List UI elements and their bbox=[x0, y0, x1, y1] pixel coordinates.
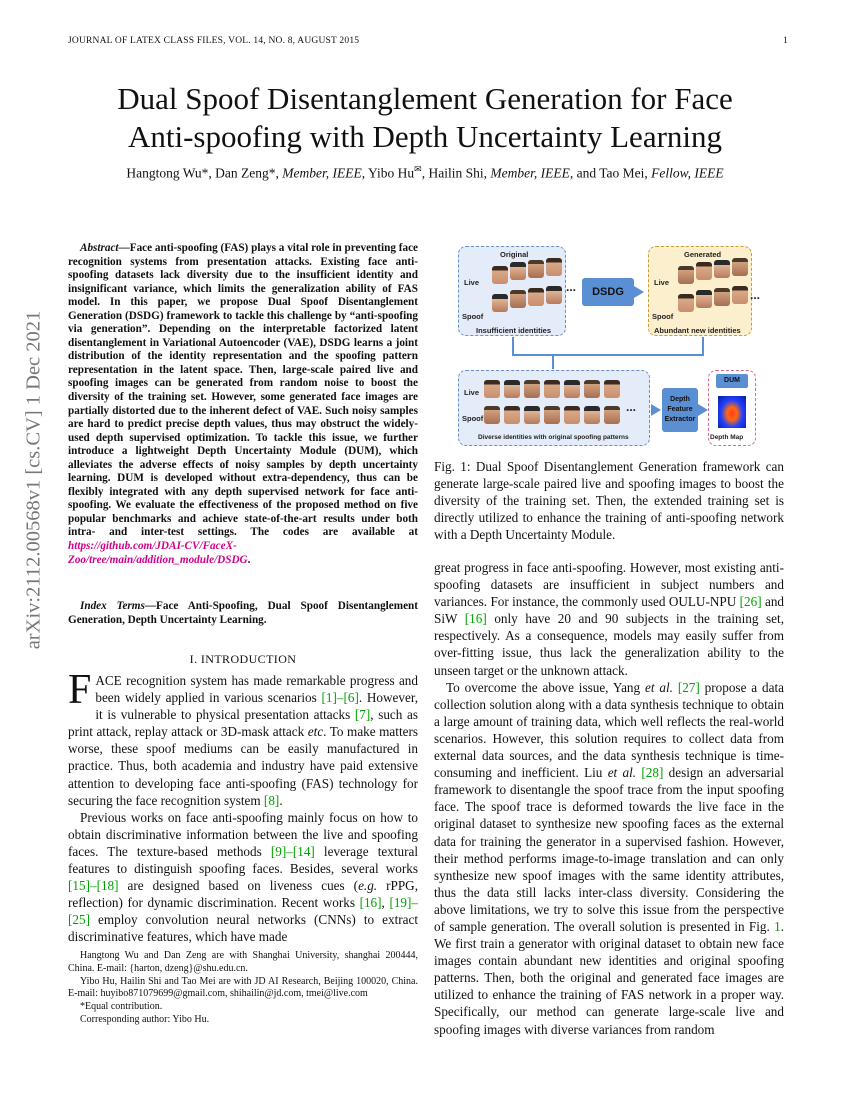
author-1: Hangtong Wu*, Dan Zeng*, bbox=[126, 165, 279, 181]
face-image bbox=[696, 262, 712, 280]
index-terms-text: —Face Anti-Spoofing, Dual Spoof Disentanglement Generation, Depth Uncertainty Learning. bbox=[68, 600, 418, 626]
text-span: et al. bbox=[644, 679, 673, 695]
abstract bbox=[68, 242, 418, 567]
footnote-4: Corresponding author: Yibo Hu. bbox=[80, 1013, 210, 1025]
dum-block: DUM bbox=[716, 374, 748, 388]
figure-1 bbox=[452, 240, 772, 450]
face-image bbox=[524, 380, 540, 398]
text-span: design an adversarial framework to disentangle the spoof trace from the input spoofing face. The spoof trace is deformed towards the live face in the original dataset to synthesize new spoofing faces as the external data for training the generator in a supervised fashion. However, their method performs image-to-image translation and can only synthesize new spoof images with the same identity attributes, thus the data still lacks inter-class diversity. Considering the above limitations, we try to solve this issue from the perspective of sample generation. The overall solution is presented in Fig. bbox=[434, 765, 784, 934]
arrow-right-icon bbox=[651, 404, 661, 416]
face-image bbox=[678, 266, 694, 284]
text-span: , such as print attack, replay attack or 3D-mask attack bbox=[68, 707, 418, 740]
ellipsis: ... bbox=[750, 288, 761, 302]
text-span: . bbox=[279, 792, 283, 808]
face-image bbox=[546, 286, 562, 304]
face-image bbox=[564, 380, 580, 398]
face-image bbox=[484, 406, 500, 424]
face-image bbox=[484, 380, 500, 398]
text-span: great progress in face anti-spoofing. However, most existing anti-spoofing datasets are insufficient in subject numbers and variances. For instance, the commonly used OULU-NPU bbox=[434, 560, 784, 610]
section-title-introduction: I. INTRODUCTION bbox=[189, 652, 297, 666]
abstract-text: —Face anti-spoofing (FAS) plays a vital role in preventing face recognition systems from presentation attacks. Existing face anti-spoofing datasets lack diversity due to the insufficient identity and insignificant variance, which limits the generalization ability of FAS model. In this paper, we propose Dual Spoof Disentanglement Generation (DSDG) framework to tackle this challenge by “anti-spoofing via generation”. Depending on the interpretable factorized latent disentanglement in Variational Autoencoder (VAE), DSDG learns a joint distribution of the identity representation and the spoofing pattern representation in the latent space. Then, large-scale paired live and spoofing images can be generated from random noise to boost the diversity of the training set. However, some generated face images are partially distorted due to the inherent defect of VAE. Such noisy samples are hard to predict precise depth values, thus may obstruct the widely-used depth supervised optimization. To tackle this issue, we further introduce a lightweight Depth Uncertainty Module (DUM), which alleviates the adverse effects of noisy samples by depth uncertainty learning. DUM is developed without extra-dependency, thus can be flexibly integrated with any depth supervised network for face anti-spoofing. We evaluate the effectiveness of the proposed method on five popular benchmarks and achieve state-of-the-art results under both intra- and inter-test settings. The codes are available at bbox=[68, 242, 418, 539]
text-span: . However, it is vulnerable to physical presentation attacks bbox=[95, 690, 419, 723]
citation-link[interactable]: [27] bbox=[677, 679, 700, 695]
spoof-label: Spoof bbox=[462, 414, 484, 423]
live-label: Live bbox=[654, 278, 670, 287]
paper-title bbox=[60, 80, 790, 156]
face-image bbox=[504, 380, 520, 398]
envelope-icon: ✉ bbox=[414, 164, 422, 174]
face-image bbox=[714, 260, 730, 278]
intro-paragraph-1 bbox=[68, 667, 419, 809]
face-image bbox=[732, 286, 748, 304]
text-span: rPPG, reflection) for dynamic discrimination. Recent works bbox=[68, 878, 418, 911]
face-image bbox=[696, 290, 712, 308]
citation-link[interactable]: [15]–[18] bbox=[68, 878, 119, 894]
depth-extractor-line-3: Extractor bbox=[664, 416, 696, 423]
face-image bbox=[604, 380, 620, 398]
live-label: Live bbox=[464, 278, 480, 287]
face-image bbox=[584, 406, 600, 424]
author-1-role: Member, IEEE, bbox=[282, 165, 366, 181]
text-span: leverage textural features to distinguish spoofing faces. Besides, several works bbox=[68, 843, 418, 877]
text-span: propose a data collection solution along with a data synthesis technique to obtain a large amount of training data, which well reflects the real-world scenarios. However, this solution requires to collect data from external data sources, and the data synthesis technique is time-consuming and inefficient. Liu bbox=[434, 679, 784, 781]
face-image bbox=[510, 290, 526, 308]
right-paragraph-2 bbox=[434, 679, 784, 1038]
author-list bbox=[60, 164, 790, 182]
text-span: . We first train a generator with original dataset to obtain new face images contain abundant new identities and original spoofing patterns. Then, both the original and generated face images are utilized to enhance the training of FAS network in a proper way. Specifically, our method can generate large-scale live and spoofing images with diverse variances from random bbox=[434, 918, 784, 1037]
text-span: . To make matters worse, these spoof mediums can be easily manufactured in practice. Thus, both academia and industry have paid extensive attention to developing face anti-spoofing (FAS) technology for securing the face recognition system bbox=[68, 724, 418, 808]
title-line-2: Anti-spoofing with Depth Uncertainty Learning bbox=[127, 119, 723, 154]
drop-cap: F bbox=[68, 667, 92, 713]
text-span: , bbox=[381, 895, 390, 911]
depth-extractor-block bbox=[662, 388, 698, 432]
citation-link[interactable]: [26] bbox=[739, 594, 762, 610]
spoof-label: Spoof bbox=[462, 312, 484, 321]
introduction-text bbox=[68, 667, 419, 946]
face-image bbox=[714, 288, 730, 306]
text-span: employ convolution neural networks (CNNs) to extract discriminative features, which have made bbox=[68, 912, 418, 945]
citation-link[interactable]: [7] bbox=[354, 707, 371, 723]
abstract-end: . bbox=[247, 553, 251, 566]
connector-line bbox=[512, 354, 704, 356]
journal-name: JOURNAL OF LATEX CLASS FILES, VOL. 14, NO. 8, AUGUST 2015 bbox=[68, 36, 360, 46]
connector-line bbox=[702, 337, 704, 355]
right-paragraph-1 bbox=[434, 559, 784, 679]
index-terms bbox=[68, 600, 418, 627]
face-image bbox=[528, 288, 544, 306]
text-span: are designed based on liveness cues ( bbox=[118, 878, 359, 894]
face-image bbox=[528, 260, 544, 278]
insufficient-label: Insufficient identities bbox=[476, 326, 552, 335]
caption-label: Fig. 1: bbox=[434, 459, 471, 474]
caption-text: Dual Spoof Disentanglement Generation framework can generate large-scale paired live and spoofing images to boost the diversity of the training set. Then, the extended training set is directly utilized to enhance the training of anti-spoofing network with a Depth Uncertainty Module. bbox=[434, 459, 785, 543]
citation-link[interactable]: [19]–[25] bbox=[68, 895, 419, 928]
depth-extractor-line-1: Depth bbox=[670, 396, 690, 403]
citation-link[interactable]: [9]–[14] bbox=[270, 843, 315, 859]
ellipsis: ... bbox=[566, 280, 577, 294]
face-image bbox=[546, 258, 562, 276]
face-image bbox=[492, 266, 508, 284]
citation-link[interactable]: [28] bbox=[641, 765, 664, 781]
original-label: Original bbox=[500, 250, 529, 259]
text-span: Previous works on face anti-spoofing mainly focus on how to obtain discriminative information between the live and spoofing faces. The texture-based methods bbox=[68, 809, 418, 859]
running-header bbox=[68, 36, 788, 46]
text-span: To overcome the above issue, Yang bbox=[446, 679, 645, 695]
connector-line bbox=[552, 355, 554, 369]
citation-link[interactable]: [1]–[6] bbox=[321, 690, 359, 706]
abstract-label: Abstract bbox=[80, 242, 119, 254]
text-span: only have 20 and 90 subjects in the training set, respectively. As a consequence, models may easily suffer from over-fitting issue, thus lack the generalization ability to the unseen target or the unknown attack. bbox=[434, 611, 784, 678]
spoof-label: Spoof bbox=[652, 312, 674, 321]
face-image bbox=[604, 406, 620, 424]
author-2: Yibo Hu bbox=[368, 165, 415, 181]
face-image bbox=[510, 262, 526, 280]
author-4-role: Fellow, IEEE bbox=[651, 165, 724, 181]
text-span: etc bbox=[307, 724, 324, 740]
footnote-2: Yibo Hu, Hailin Shi and Tao Mei are with JD AI Research, Beijing 100020, China. E-mail: huyibo871079699@gmail.com, shihailin@jd.com, tmei@live.com bbox=[68, 975, 418, 1000]
generated-label: Generated bbox=[684, 250, 722, 259]
title-line-1: Dual Spoof Disentanglement Generation for Face bbox=[117, 81, 733, 116]
figure-ref-link[interactable]: 1 bbox=[774, 918, 781, 934]
live-label: Live bbox=[464, 388, 480, 397]
diverse-label: Diverse identities with original spoofing patterns bbox=[478, 434, 629, 441]
citation-link[interactable]: [16] bbox=[464, 611, 487, 627]
depth-map-label: Depth Map bbox=[710, 434, 744, 441]
face-image bbox=[524, 406, 540, 424]
text-span: e.g. bbox=[358, 878, 378, 894]
author-3-role: Member, IEEE, bbox=[490, 165, 574, 181]
face-image bbox=[492, 294, 508, 312]
face-image bbox=[678, 294, 694, 312]
arrow-right-icon bbox=[698, 404, 708, 416]
text-span: et al. bbox=[607, 765, 637, 781]
depth-extractor-line-2: Feature bbox=[667, 406, 693, 413]
abundant-label: Abundant new identities bbox=[654, 326, 741, 335]
face-image bbox=[732, 258, 748, 276]
arxiv-stamp bbox=[14, 270, 54, 690]
face-image bbox=[544, 406, 560, 424]
author-3: , Hailin Shi, bbox=[421, 165, 487, 181]
ellipsis: ... bbox=[626, 400, 637, 414]
dsdg-block: DSDG bbox=[582, 278, 634, 306]
author-4: and Tao Mei, bbox=[576, 165, 648, 181]
page-number: 1 bbox=[783, 36, 788, 46]
citation-link[interactable]: [8] bbox=[263, 792, 280, 808]
face-image bbox=[584, 380, 600, 398]
right-column-text bbox=[434, 559, 784, 1038]
text-span: and SiW bbox=[434, 594, 785, 627]
code-link[interactable]: https://github.com/JDAI-CV/FaceX-Zoo/tree/main/addition_module/DSDG bbox=[68, 540, 248, 566]
footnotes bbox=[68, 950, 418, 1027]
arrow-right-icon bbox=[634, 286, 644, 298]
face-image bbox=[504, 406, 520, 424]
connector-line bbox=[512, 337, 514, 355]
face-image bbox=[564, 406, 580, 424]
citation-link[interactable]: [16] bbox=[359, 895, 382, 911]
index-terms-label: Index Terms bbox=[80, 600, 145, 612]
depth-map-image bbox=[718, 396, 746, 428]
footnote-1: Hangtong Wu and Dan Zeng are with Shanghai University, shanghai 200444, China. E-mail: {harton, dzeng}@shu.edu.cn. bbox=[68, 950, 418, 974]
figure-caption bbox=[434, 458, 784, 543]
text-span: ACE recognition system has made remarkable progress and been widely applied in various scenarios bbox=[95, 673, 418, 706]
footnote-3: *Equal contribution. bbox=[80, 1001, 163, 1013]
arxiv-id: arXiv:2112.00568v1 [cs.CV] 1 Dec 2021 bbox=[22, 310, 45, 650]
face-image bbox=[544, 380, 560, 398]
intro-paragraph-2 bbox=[68, 809, 418, 946]
